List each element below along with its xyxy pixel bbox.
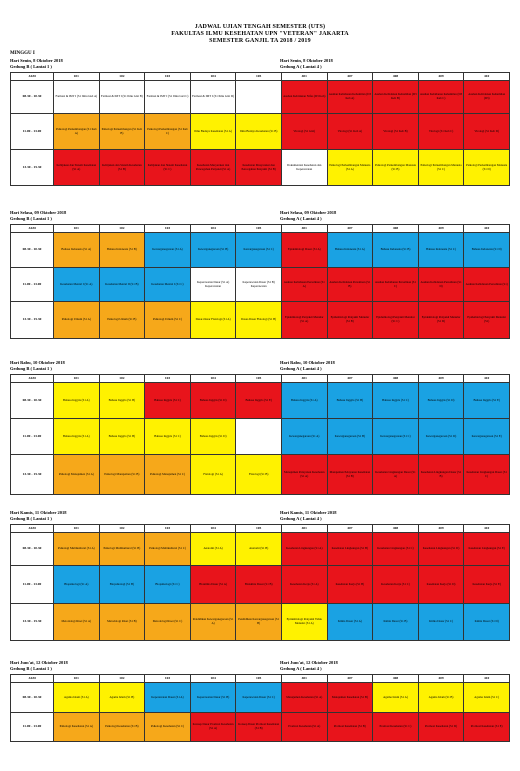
- exam-cell: Biopsikologi (S1 B): [99, 566, 145, 604]
- exam-cell: Agama Islam (S1 A): [54, 683, 100, 713]
- day-section: [10, 360, 510, 495]
- exam-cell: Virologi (S1 Keb C): [418, 114, 464, 150]
- day-name-left: Hari Jum'at, 12 Oktober 2018: [10, 660, 68, 665]
- exam-cell: Farmasi & IMT I (S1 Ilmu Gizi C): [145, 81, 191, 114]
- exam-cell: Bahasa Indonesia (S1 A): [54, 233, 100, 268]
- exam-cell: Psikologi Multikultural (S1 B): [99, 533, 145, 566]
- time-slot-label: 08.30 - 10.30: [11, 683, 54, 713]
- time-slot-row: [11, 533, 510, 566]
- building-right: Gedung A ( Lantai 4 ): [280, 665, 322, 671]
- exam-cell: Psikologi Umum (S1 B): [99, 302, 145, 339]
- room-header: 407: [327, 225, 373, 233]
- day-title-right: [280, 360, 335, 371]
- schedule-table: [10, 524, 510, 641]
- exam-cell: Kebijakan dan Sistem Kesehatan (S1 B): [99, 150, 145, 186]
- time-slot-label: 11.00 - 13.00: [11, 713, 54, 742]
- room-header: 408: [373, 225, 419, 233]
- time-slot-label: 08.30 - 10.30: [11, 81, 54, 114]
- exam-cell: Kesehatan Lingkungan (S1 A): [281, 533, 327, 566]
- schedule-table: [10, 374, 510, 495]
- room-header: 401: [281, 675, 327, 683]
- day-title-left: [10, 210, 66, 221]
- time-slot-row: [11, 604, 510, 641]
- exam-cell: [236, 81, 282, 114]
- building-left: Gedung B ( Lantai 1 ): [10, 665, 52, 671]
- room-header: 410: [464, 675, 510, 683]
- room-header: 401: [281, 525, 327, 533]
- day-section: [10, 510, 510, 641]
- room-header: 409: [418, 73, 464, 81]
- exam-cell: Metodologi Riset (S1 A): [54, 604, 100, 641]
- day-name-right: Hari Jum'at, 12 Oktober 2018: [280, 660, 338, 665]
- exam-cell: Manajemen Pelayanan Kesehatan (S1 A): [281, 455, 327, 495]
- exam-cell: Agama Islam (S1 A): [373, 683, 419, 713]
- exam-cell: Bahasa Inggris (S1 C): [145, 383, 191, 419]
- exam-cell: Epidemiologi Penyakit Menular (S1 D): [418, 302, 464, 339]
- exam-cell: Asuhan Kebidanan Kehamilan (D3): [464, 81, 510, 114]
- exam-cell: Keperawatan Dasar (S1 B): [190, 683, 236, 713]
- day-title-right: [280, 210, 336, 221]
- exam-cell: Bahasa Inggris (S1 E): [236, 383, 282, 419]
- exam-cell: Farmasi & IMT I (S1 Ilmu Gizi D): [190, 81, 236, 114]
- room-header-row: [11, 375, 510, 383]
- exam-cell: Keperawatan Dasar (S1 A): [145, 683, 191, 713]
- jam-header: JAM: [11, 525, 54, 533]
- time-slot-row: [11, 268, 510, 302]
- exam-cell: Konsep Dasar Promosi Kesehatan (S1 A): [190, 713, 236, 742]
- exam-cell: Virologi (S1 Gizi): [281, 114, 327, 150]
- time-slot-label: 13.30 - 15.30: [11, 302, 54, 339]
- header-semester: SEMESTER GANJIL TA 2018 / 2019: [209, 38, 311, 44]
- exam-cell: Kimia Dasar (S1 A): [327, 604, 373, 641]
- room-header: 401: [281, 375, 327, 383]
- exam-cell: Pendidikan Kewarganegaraan (S1 A): [190, 604, 236, 641]
- exam-cell: Psikologi Perkembangan (S1 Keb C): [145, 114, 191, 150]
- header-title: JADWAL UJIAN TENGAH SEMESTER (UTS): [194, 24, 326, 30]
- day-name-left: Hari Kamis, 11 Oktober 2018: [10, 510, 67, 515]
- exam-cell: Promosi Kesehatan (S1 B): [327, 713, 373, 742]
- exam-cell: Psikologi Perkembangan Manusia (S1 A): [327, 150, 373, 186]
- room-header: 104: [190, 675, 236, 683]
- building-left: Gedung B ( Lantai 1 ): [10, 215, 52, 221]
- day-title-left: [10, 660, 68, 671]
- exam-cell: Kewarganegaraan (S1 C): [236, 233, 282, 268]
- day-title-left: [10, 360, 65, 371]
- room-header: 102: [99, 225, 145, 233]
- exam-cell: Kewarganegaraan (S1 E): [464, 419, 510, 455]
- exam-cell: Bahasa Inggris (S1 B): [99, 419, 145, 455]
- day-title-left: [10, 58, 63, 69]
- room-header: 101: [54, 675, 100, 683]
- room-header: 105: [236, 675, 282, 683]
- header-faculty: FAKULTAS ILMU KESEHATAN UPN "VETERAN" JAKARTA: [171, 31, 349, 37]
- week-label: MINGGU I: [10, 51, 35, 56]
- room-header: 409: [418, 225, 464, 233]
- exam-cell: Promosi Kesehatan (S1 E): [464, 713, 510, 742]
- room-header: 409: [418, 375, 464, 383]
- room-header: 102: [99, 73, 145, 81]
- exam-cell: Psikologi Perkembangan Manusia (S1 B): [373, 150, 419, 186]
- exam-cell: Bahasa Inggris (S1 D): [190, 419, 236, 455]
- exam-cell: Kimia Dasar (S1 D): [464, 604, 510, 641]
- room-header: 103: [145, 525, 191, 533]
- exam-cell: Asuhan Kebidanan Kehamilan (D3 Keb C): [418, 81, 464, 114]
- exam-cell: Asuhan Kebidanan Persalinan (S1 A): [281, 268, 327, 302]
- exam-cell: Kesehatan Lingkungan Dasar (S1 A): [373, 455, 419, 495]
- room-header: 410: [464, 73, 510, 81]
- time-slot-label: 08.30 - 10.30: [11, 233, 54, 268]
- exam-cell: Kebijakan dan Sistem Kesehatan (S1 C): [145, 150, 191, 186]
- room-header: 408: [373, 675, 419, 683]
- room-header: 104: [190, 525, 236, 533]
- exam-cell: Psikologi Kesehatan (S1 A): [54, 713, 100, 742]
- time-slot-label: 13.30 - 15.30: [11, 455, 54, 495]
- room-header: 101: [54, 525, 100, 533]
- exam-cell: Bahasa Inggris (S1 E): [464, 383, 510, 419]
- exam-cell: Biokimia Dasar (S1 A): [190, 566, 236, 604]
- exam-cell: Bahasa Indonesia (S1 B): [373, 233, 419, 268]
- time-slot-row: [11, 150, 510, 186]
- exam-cell: Kesehatan Lingkungan (S1 C): [373, 533, 419, 566]
- exam-cell: Pendidikan Kewarganegaraan (S1 B): [236, 604, 282, 641]
- room-header-row: [11, 675, 510, 683]
- exam-cell: Psikologi Multikultural (S1 A): [54, 533, 100, 566]
- exam-cell: Kesehatan Kerja (S1 C): [373, 566, 419, 604]
- exam-cell: Asuhan Kebidanan Persalinan (S1): [464, 268, 510, 302]
- exam-cell: Farmasi & IMT I (S1 Ilmu Gizi B): [99, 81, 145, 114]
- exam-cell: Bahasa Inggris (S1 C): [145, 419, 191, 455]
- room-header: 101: [54, 73, 100, 81]
- exam-cell: Psikologi Manajemen (S1 C): [145, 455, 191, 495]
- day-name-right: Hari Kamis, 11 Oktober 2018: [280, 510, 337, 515]
- exam-cell: Kewarganegaraan (S1 A): [145, 233, 191, 268]
- time-slot-row: [11, 419, 510, 455]
- exam-cell: Epidemiologi Dasar (S1 A): [281, 233, 327, 268]
- time-slot-row: [11, 383, 510, 419]
- exam-cell: Kesehatan Mental II (S1 B): [99, 268, 145, 302]
- day-title-right: [280, 510, 337, 521]
- exam-cell: Epidemiologi Penyakit Menular (S1 A): [281, 302, 327, 339]
- exam-cell: Kewarganegaraan (S1 C): [373, 419, 419, 455]
- exam-cell: Asuhan Kebidanan Nifas (D3 Keb): [281, 81, 327, 114]
- exam-cell: Virologi (S1 Keb B): [373, 114, 419, 150]
- exam-cell: Epidemiologi Penyakit Menular (S1): [464, 302, 510, 339]
- building-left: Gedung B ( Lantai 1 ): [10, 365, 52, 371]
- room-header-row: [11, 525, 510, 533]
- exam-cell: Psikologi Perkembangan Manusia (S1 C): [418, 150, 464, 186]
- exam-cell: Kimia Dasar (S1 C): [418, 604, 464, 641]
- exam-cell: Asuhan Kebidanan Kehamilan (D3 Keb A): [327, 81, 373, 114]
- day-title-right: [280, 58, 333, 69]
- room-header: 410: [464, 525, 510, 533]
- exam-cell: Virologi (S1 Keb A): [327, 114, 373, 150]
- exam-cell: Farmasi & IMT I (S1 Ilmu Gizi A): [54, 81, 100, 114]
- exam-cell: Kesehatan Masyarakat dan Pencegahan Penyakit (S1 A): [190, 150, 236, 186]
- jam-header: JAM: [11, 675, 54, 683]
- day-titles: [10, 510, 510, 524]
- exam-cell: Kesehatan Mental I (S1 C): [145, 268, 191, 302]
- exam-cell: Kewarganegaraan (S1 A): [281, 419, 327, 455]
- jam-header: JAM: [11, 225, 54, 233]
- document-header: [0, 0, 520, 45]
- exam-cell: Agama Islam (S1 B): [418, 683, 464, 713]
- day-title-right: [280, 660, 338, 671]
- exam-cell: Bahasa Indonesia (S1 C): [418, 233, 464, 268]
- exam-cell: Bahasa Indonesia (S1 D): [464, 233, 510, 268]
- exam-cell: Psikologi Umum (S1 C): [145, 302, 191, 339]
- exam-cell: Kesehatan Kerja (S1 A): [281, 566, 327, 604]
- exam-cell: Kesehatan Kerja (S1 B): [327, 566, 373, 604]
- exam-cell: Biopsikologi (S1 A): [54, 566, 100, 604]
- building-right: Gedung A ( Lantai 4 ): [280, 515, 322, 521]
- time-slot-label: 08.30 - 10.30: [11, 383, 54, 419]
- schedule-table: [10, 674, 510, 742]
- day-name-left: Hari Selasa, 09 Oktober 2018: [10, 210, 67, 215]
- time-slot-row: [11, 302, 510, 339]
- schedule-table: [10, 72, 510, 186]
- room-header: 105: [236, 525, 282, 533]
- room-header: 103: [145, 225, 191, 233]
- exam-cell: Kesehatan Lingkungan (S1 B): [327, 533, 373, 566]
- exam-cell: Psikologi Perkembangan Manusia (S1 D): [464, 150, 510, 186]
- exam-cell: Dasar-Dasar Fisiologi (S1 A): [190, 302, 236, 339]
- day-name-right: Hari Senin, 8 Oktober 2018: [280, 58, 333, 63]
- time-slot-label: 13.30 - 15.30: [11, 150, 54, 186]
- exam-cell: Fisiologi (S1 B): [236, 455, 282, 495]
- exam-cell: Bahasa Inggris (S1 B): [327, 383, 373, 419]
- exam-cell: Kewarganegaraan (S1 D): [418, 419, 464, 455]
- exam-cell: Psikologi Kesehatan (S1 B): [99, 713, 145, 742]
- exam-cell: Kesehatan Lingkungan Dasar (S1 C): [464, 455, 510, 495]
- exam-cell: Agama Islam (S1 C): [464, 683, 510, 713]
- room-header: 401: [281, 225, 327, 233]
- exam-cell: Asuhan Kebidanan Persalinan (S1 C): [373, 268, 419, 302]
- room-header: 103: [145, 73, 191, 81]
- day-name-left: Hari Rabu, 10 Oktober 2018: [10, 360, 65, 365]
- day-titles: [10, 58, 510, 72]
- time-slot-row: [11, 683, 510, 713]
- exam-cell: Asuhan Kebidanan Persalinan (S1 D): [418, 268, 464, 302]
- exam-cell: Kesehatan Mental I (S1 A): [54, 268, 100, 302]
- exam-cell: Kewarganegaraan (S1 B): [327, 419, 373, 455]
- room-header: 102: [99, 675, 145, 683]
- day-titles: [10, 360, 510, 374]
- jam-header: JAM: [11, 73, 54, 81]
- exam-cell: Fisiologi (S1 A): [190, 455, 236, 495]
- exam-cell: Bahasa Inggris (S1 A): [54, 419, 100, 455]
- exam-cell: Metodologi Riset (S1 B): [99, 604, 145, 641]
- exam-cell: Epidemiologi Penyakit Menular (S1 C): [373, 302, 419, 339]
- exam-cell: Anatomi (S1 A): [190, 533, 236, 566]
- exam-cell: Promosi Kesehatan (S1 A): [281, 713, 327, 742]
- exam-cell: Kimia Dasar (S1 B): [373, 604, 419, 641]
- exam-cell: Kesehatan Masyarakat dan Pencegahan Penyakit (S1 B): [236, 150, 282, 186]
- exam-cell: Konsep Dasar Promosi Kesehatan (S1 B): [236, 713, 282, 742]
- exam-cell: Bahasa Indonesia (S1 A): [327, 233, 373, 268]
- room-header: 407: [327, 73, 373, 81]
- time-slot-label: 11.00 - 13.00: [11, 268, 54, 302]
- exam-cell: Keperawatan Dasar (S1 C): [236, 683, 282, 713]
- exam-cell: Dokumentasi Kesehatan dan Keperawatan: [281, 150, 327, 186]
- exam-cell: Virologi (S1 Keb D): [464, 114, 510, 150]
- room-header: 408: [373, 375, 419, 383]
- building-right: Gedung A ( Lantai 4 ): [280, 365, 322, 371]
- exam-cell: Asuhan Kebidanan Kehamilan (D3 Keb B): [373, 81, 419, 114]
- exam-cell: Kewarganegaraan (S1 B): [190, 233, 236, 268]
- room-header: 407: [327, 525, 373, 533]
- room-header: 105: [236, 73, 282, 81]
- exam-cell: Dasar-Dasar Fisiologi (S1 B): [236, 302, 282, 339]
- room-header: 409: [418, 675, 464, 683]
- exam-cell: Bahasa Inggris (S1 B): [99, 383, 145, 419]
- room-header: 101: [54, 375, 100, 383]
- exam-cell: Psikologi Perkembangan (S1 Keb A): [54, 114, 100, 150]
- exam-cell: Kesehatan Kerja (S1 E): [464, 566, 510, 604]
- exam-cell: Bahasa Inggris (S1 D): [418, 383, 464, 419]
- exam-cell: Epidemiologi Penyakit Menular (S1 B): [327, 302, 373, 339]
- exam-cell: Kebijakan dan Sistem Kesehatan (S1 A): [54, 150, 100, 186]
- time-slot-row: [11, 455, 510, 495]
- time-slot-label: 11.00 - 13.00: [11, 419, 54, 455]
- room-header-row: [11, 73, 510, 81]
- time-slot-row: [11, 233, 510, 268]
- day-section: [10, 58, 510, 186]
- exam-cell: Bahasa Inggris (S1 C): [373, 383, 419, 419]
- exam-cell: Kesehatan Kerja (S1 D): [418, 566, 464, 604]
- room-header: 102: [99, 525, 145, 533]
- exam-cell: Psikologi Kesehatan (S1 C): [145, 713, 191, 742]
- exam-cell: Kesehatan Lingkungan Dasar (S1 B): [418, 455, 464, 495]
- time-slot-label: 11.00 - 13.00: [11, 114, 54, 150]
- day-titles: [10, 210, 510, 224]
- room-header: 407: [327, 375, 373, 383]
- room-header: 105: [236, 225, 282, 233]
- exam-cell: Bahasa Indonesia (S1 B): [99, 233, 145, 268]
- room-header: 407: [327, 675, 373, 683]
- exam-cell: Biokimia Dasar (S1 B): [236, 566, 282, 604]
- exam-cell: Manajemen Kesehatan (S1 B): [327, 683, 373, 713]
- time-slot-row: [11, 566, 510, 604]
- exam-cell: Psikologi Perkembangan (S1 Keb B): [99, 114, 145, 150]
- exam-cell: Psikologi Manajemen (S1 B): [99, 455, 145, 495]
- room-header: 101: [54, 225, 100, 233]
- day-name-right: Hari Rabu, 10 Oktober 2018: [280, 360, 335, 365]
- exam-cell: Asuhan Kebidanan Persalinan (S1 B): [327, 268, 373, 302]
- exam-cell: Manajemen Pelayanan Kesehatan (S1 B): [327, 455, 373, 495]
- exam-cell: Promosi Kesehatan (S1 C): [373, 713, 419, 742]
- exam-cell: Epidemiologi Penyakit Tidak Menular (S1 A): [281, 604, 327, 641]
- exam-cell: Ilmu Budaya Kesehatan (S1 B): [236, 114, 282, 150]
- exam-cell: Promosi Kesehatan (S1 D): [418, 713, 464, 742]
- exam-cell: Bahasa Inggris (S1 A): [281, 383, 327, 419]
- exam-cell: Psikologi Multikultural (S1 C): [145, 533, 191, 566]
- schedule-table: [10, 224, 510, 339]
- time-slot-label: 13.30 - 15.30: [11, 604, 54, 641]
- exam-cell: Keperawatan Dasar (S1 A) Keperawatan: [190, 268, 236, 302]
- time-slot-label: 08.30 - 10.30: [11, 533, 54, 566]
- exam-cell: Keperawatan Dasar (S1 B) Keperawatan: [236, 268, 282, 302]
- day-titles: [10, 660, 510, 674]
- room-header: 408: [373, 73, 419, 81]
- room-header: 103: [145, 675, 191, 683]
- room-header: 401: [281, 73, 327, 81]
- building-left: Gedung B ( Lantai 1 ): [10, 63, 52, 69]
- exam-cell: Bahasa Inggris (S1 A): [54, 383, 100, 419]
- room-header: 105: [236, 375, 282, 383]
- room-header-row: [11, 225, 510, 233]
- room-header: 104: [190, 225, 236, 233]
- day-section: [10, 210, 510, 339]
- time-slot-row: [11, 81, 510, 114]
- exam-cell: Kesehatan Lingkungan (S1 E): [464, 533, 510, 566]
- time-slot-row: [11, 114, 510, 150]
- exam-cell: Psikologi Umum (S1 A): [54, 302, 100, 339]
- day-section: [10, 660, 510, 742]
- day-name-right: Hari Selasa, 09 Oktober 2018: [280, 210, 337, 215]
- room-header: 103: [145, 375, 191, 383]
- exam-cell: Kesehatan Lingkungan (S1 D): [418, 533, 464, 566]
- room-header: 410: [464, 375, 510, 383]
- exam-cell: Metodologi Riset (S1 C): [145, 604, 191, 641]
- room-header: 409: [418, 525, 464, 533]
- room-header: 102: [99, 375, 145, 383]
- exam-cell: Anatomi (S1 B): [236, 533, 282, 566]
- room-header: 104: [190, 375, 236, 383]
- exam-cell: Psikologi Manajemen (S1 A): [54, 455, 100, 495]
- room-header: 104: [190, 73, 236, 81]
- building-right: Gedung A ( Lantai 4 ): [280, 215, 322, 221]
- jam-header: JAM: [11, 375, 54, 383]
- building-right: Gedung A ( Lantai 4 ): [280, 63, 322, 69]
- exam-cell: Biopsikologi (S1 C): [145, 566, 191, 604]
- room-header: 408: [373, 525, 419, 533]
- time-slot-label: 11.00 - 13.00: [11, 566, 54, 604]
- exam-cell: Bahasa Inggris (S1 D): [190, 383, 236, 419]
- day-title-left: [10, 510, 67, 521]
- building-left: Gedung B ( Lantai 1 ): [10, 515, 52, 521]
- exam-cell: [236, 419, 282, 455]
- time-slot-row: [11, 713, 510, 742]
- exam-cell: Ilmu Budaya Kesehatan (S1 A): [190, 114, 236, 150]
- room-header: 410: [464, 225, 510, 233]
- day-name-left: Hari Senin, 8 Oktober 2018: [10, 58, 63, 63]
- exam-cell: Manajemen Kesehatan (S1 A): [281, 683, 327, 713]
- exam-cell: Agama Islam (S1 B): [99, 683, 145, 713]
